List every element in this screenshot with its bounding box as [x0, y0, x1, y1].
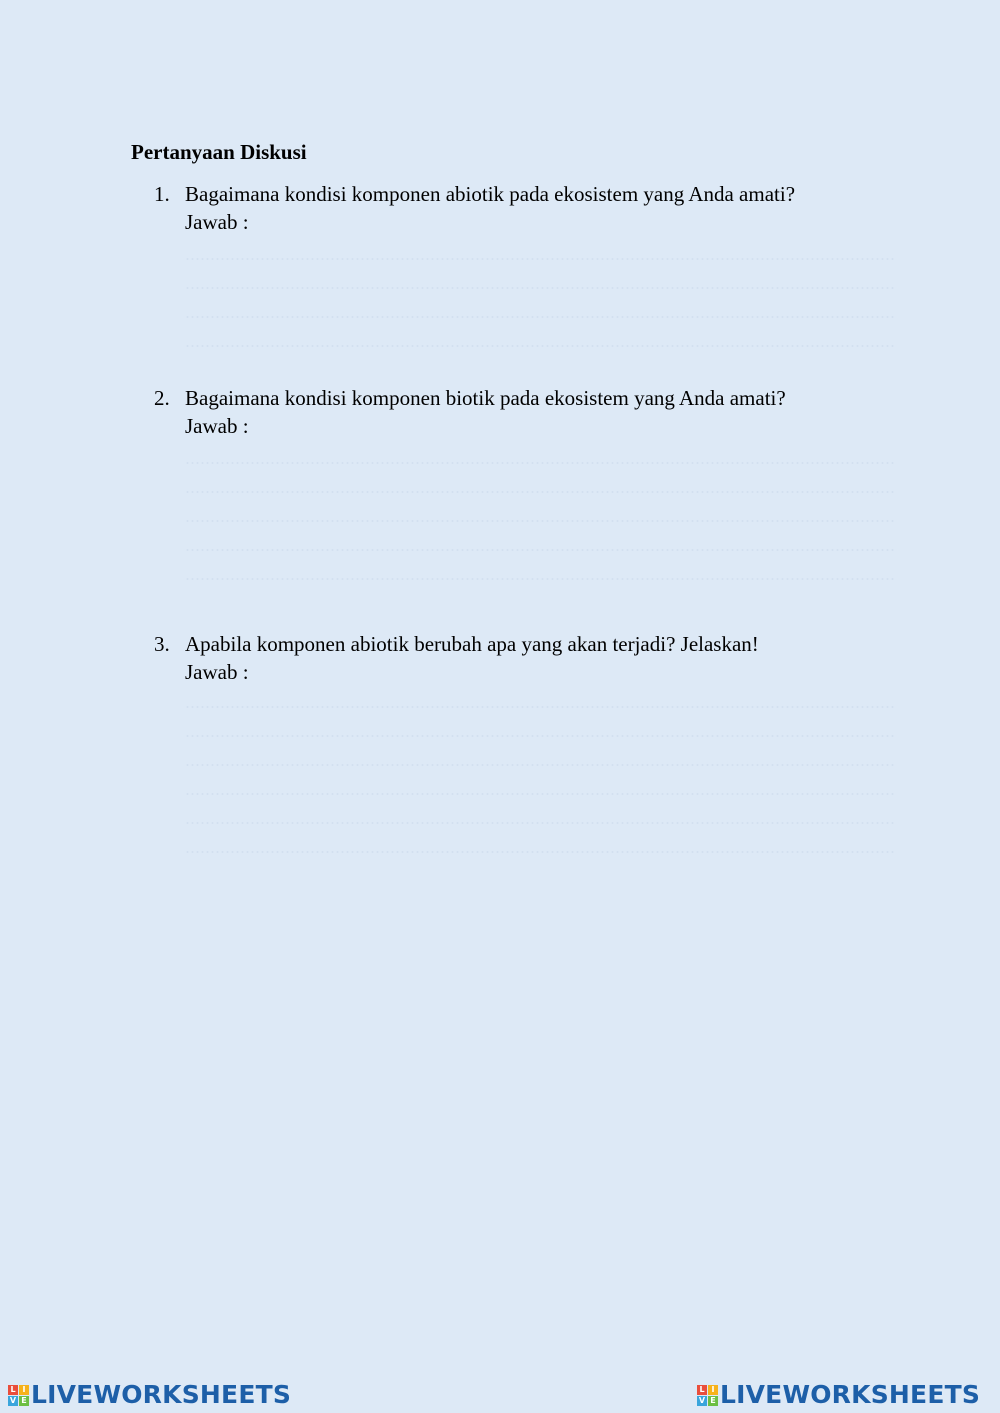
answer-dotted-line — [185, 345, 895, 347]
section-title: Pertanyaan Diskusi — [131, 140, 307, 164]
answer-dotted-line — [185, 764, 895, 766]
answer-dotted-line — [185, 258, 895, 260]
liveworksheets-watermark-left — [8, 1381, 291, 1409]
answer-dotted-line — [185, 851, 895, 853]
question-text: Bagaimana kondisi komponen abiotik pada ekosistem yang Anda amati? — [185, 182, 796, 206]
liveworksheets-watermark-right — [697, 1381, 980, 1409]
answer-dotted-line — [185, 316, 895, 318]
answer-label: Jawab : — [185, 660, 249, 684]
liveworksheets-logo-icon — [697, 1385, 718, 1406]
answer-dotted-line — [185, 520, 895, 522]
logo-letter: I — [708, 1385, 718, 1395]
logo-letter: V — [9, 1395, 17, 1405]
logo-letter: E — [708, 1396, 718, 1406]
logo-letter: V — [698, 1395, 706, 1405]
question-number: 2. — [154, 386, 170, 410]
logo-letter: L — [697, 1385, 707, 1395]
answer-dotted-line — [185, 706, 895, 708]
question-text: Bagaimana kondisi komponen biotik pada ekosistem yang Anda amati? — [185, 386, 786, 410]
logo-letter: I — [19, 1385, 29, 1395]
liveworksheets-logo-icon — [8, 1385, 29, 1406]
answer-dotted-line — [185, 462, 895, 464]
logo-letter: L — [8, 1385, 18, 1395]
question-number: 1. — [154, 182, 170, 206]
answer-area-2[interactable] — [185, 462, 895, 607]
answer-dotted-line — [185, 287, 895, 289]
answer-label: Jawab : — [185, 210, 249, 234]
answer-dotted-line — [185, 578, 895, 580]
answer-dotted-line — [185, 491, 895, 493]
question-number: 3. — [154, 632, 170, 656]
question-text: Apabila komponen abiotik berubah apa yang akan terjadi? Jelaskan! — [185, 632, 759, 656]
answer-dotted-line — [185, 793, 895, 795]
answer-dotted-line — [185, 735, 895, 737]
answer-area-3[interactable] — [185, 706, 895, 880]
answer-area-1[interactable] — [185, 258, 895, 374]
liveworksheets-brand-text: LIVEWORKSHEETS — [31, 1380, 292, 1409]
answer-dotted-line — [185, 822, 895, 824]
answer-dotted-line — [185, 549, 895, 551]
logo-letter: E — [19, 1396, 29, 1406]
liveworksheets-brand-text: LIVEWORKSHEETS — [720, 1380, 981, 1409]
answer-label: Jawab : — [185, 414, 249, 438]
